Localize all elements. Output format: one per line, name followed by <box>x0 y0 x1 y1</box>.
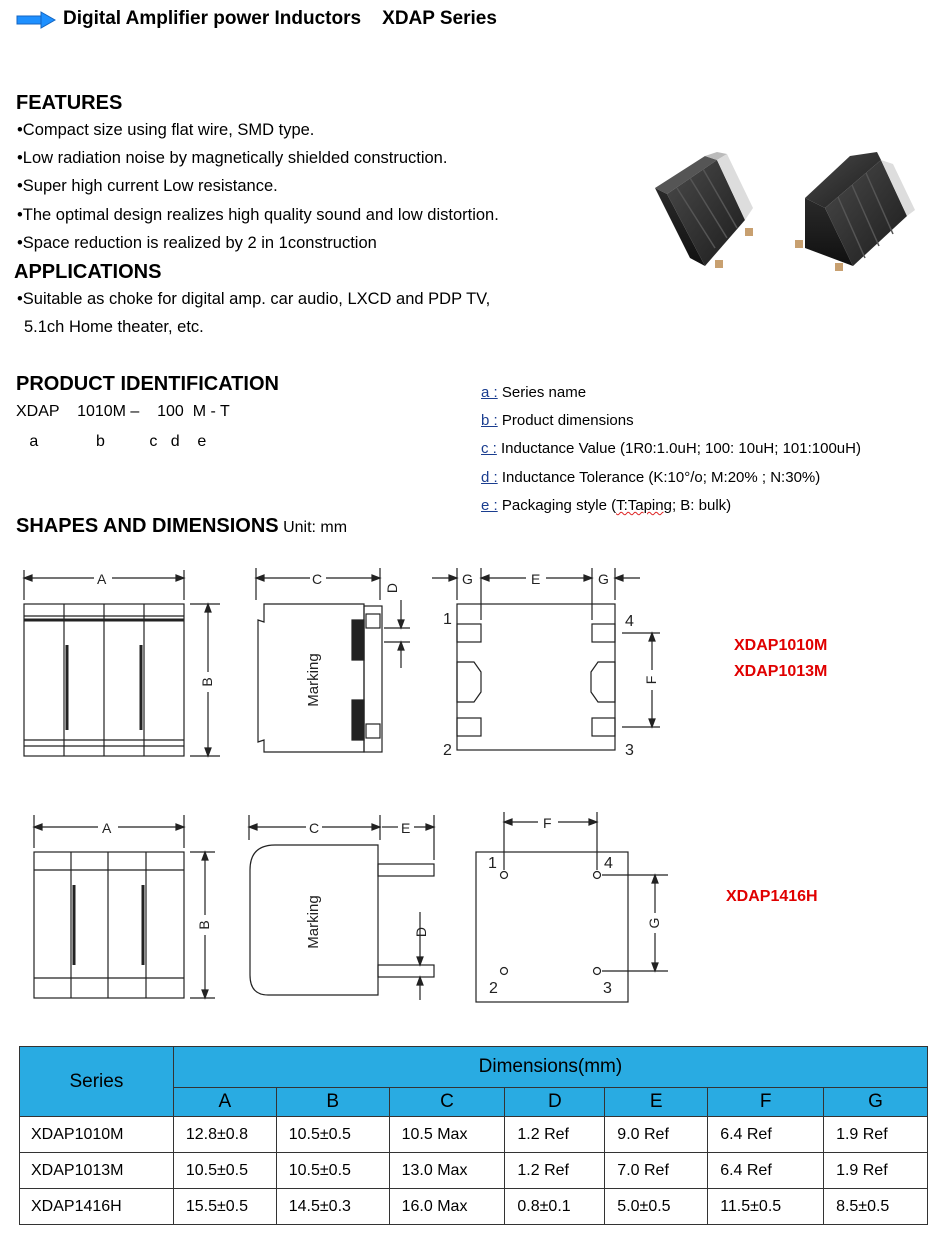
dimension-cell: 12.8±0.8 <box>173 1117 276 1153</box>
marking-label: Marking <box>305 653 322 707</box>
dim-label-e: E <box>531 571 541 587</box>
dim-label-c: C <box>309 820 320 836</box>
dimension-cell: 15.5±0.5 <box>173 1189 276 1225</box>
dim-label-g: G <box>462 571 473 587</box>
column-header-f: F <box>708 1088 824 1117</box>
series-header: Series <box>20 1047 174 1117</box>
dimension-cell: 5.0±0.5 <box>605 1189 708 1225</box>
dim-label-f: F <box>643 675 659 685</box>
dimension-cell: 9.0 Ref <box>605 1117 708 1153</box>
features-heading: FEATURES <box>16 92 123 114</box>
pin-label: 1 <box>443 611 452 628</box>
dim-label-g: G <box>598 571 609 587</box>
feature-item: •Compact size using flat wire, SMD type. <box>17 121 315 139</box>
dimension-cell: 10.5±0.5 <box>173 1153 276 1189</box>
feature-item: •The optimal design realizes high quality sound and low distortion. <box>17 206 499 224</box>
arrow-right-icon <box>16 11 56 29</box>
column-header-a: A <box>173 1088 276 1117</box>
inductor-right <box>795 152 915 271</box>
page-title: Digital Amplifier power Inductors XDAP Series <box>63 8 497 29</box>
dimension-cell: 16.0 Max <box>389 1189 505 1225</box>
dimension-cell: 1.9 Ref <box>824 1153 928 1189</box>
marking-label: Marking <box>305 895 322 949</box>
pin-label: 2 <box>489 980 498 997</box>
pin-label: 3 <box>603 980 612 997</box>
dimension-cell: 1.2 Ref <box>505 1117 605 1153</box>
series-cell: XDAP1013M <box>20 1153 174 1189</box>
dimension-cell: 1.2 Ref <box>505 1153 605 1189</box>
column-header-b: B <box>276 1088 389 1117</box>
dimensions-table <box>19 1046 928 1225</box>
series-cell: XDAP1010M <box>20 1117 174 1153</box>
column-header-e: E <box>605 1088 708 1117</box>
dimension-cell: 13.0 Max <box>389 1153 505 1189</box>
dimension-cell: 8.5±0.5 <box>824 1189 928 1225</box>
model-label: XDAP1013M <box>734 663 828 680</box>
dimensions-header: Dimensions(mm) <box>173 1047 927 1088</box>
application-item: •Suitable as choke for digital amp. car audio, LXCD and PDP TV, <box>17 290 491 308</box>
dim-label-a: A <box>102 820 112 836</box>
dimension-cell: 14.5±0.3 <box>276 1189 389 1225</box>
dim-label-b: B <box>196 920 212 930</box>
pin-label: 3 <box>625 742 634 759</box>
shapes-heading: SHAPES AND DIMENSIONS Unit: mm <box>16 515 348 537</box>
table-row <box>20 1189 928 1225</box>
table-row <box>20 1153 928 1189</box>
applications-heading: APPLICATIONS <box>14 261 162 283</box>
dimension-cell: 1.9 Ref <box>824 1117 928 1153</box>
identification-heading: PRODUCT IDENTIFICATION <box>16 373 279 395</box>
dim-label-d: D <box>413 926 429 938</box>
part-number-letters: a b c d e <box>16 433 207 450</box>
dim-label-b: B <box>199 677 215 687</box>
pin-label: 2 <box>443 742 452 759</box>
pin-label: 4 <box>625 613 634 630</box>
dim-label-e: E <box>401 820 411 836</box>
drawing-xdap1416h <box>0 805 700 1015</box>
dimension-cell: 7.0 Ref <box>605 1153 708 1189</box>
dimension-cell: 10.5±0.5 <box>276 1153 389 1189</box>
column-header-c: C <box>389 1088 505 1117</box>
model-label: XDAP1010M <box>734 637 828 654</box>
dim-label-f: F <box>543 815 552 831</box>
legend-item-a: a : Series name <box>481 384 587 401</box>
model-label: XDAP1416H <box>726 888 818 905</box>
inductor-left <box>655 152 753 268</box>
drawing-xdap1010m <box>0 560 700 770</box>
part-number-code: XDAP 1010M – 100 M - T <box>16 403 230 420</box>
column-header-g: G <box>824 1088 928 1117</box>
legend-item-d: d : Inductance Tolerance (K:10°/o; M:20% ; N:30%) <box>481 469 821 486</box>
dim-label-d: D <box>384 582 400 594</box>
legend-item-e: e : Packaging style (T:Taping; B: bulk) <box>481 497 732 514</box>
pin-label: 4 <box>604 855 613 872</box>
dimension-cell: 6.4 Ref <box>708 1117 824 1153</box>
legend-item-b: b : Product dimensions <box>481 412 634 429</box>
dim-label-c: C <box>312 571 323 587</box>
feature-item: •Low radiation noise by magnetically shielded construction. <box>17 149 448 167</box>
inductor-photo <box>645 148 925 278</box>
dimension-cell: 10.5±0.5 <box>276 1117 389 1153</box>
feature-item: •Space reduction is realized by 2 in 1construction <box>17 234 377 252</box>
column-header-d: D <box>505 1088 605 1117</box>
pin-label: 1 <box>488 855 497 872</box>
legend-item-c: c : Inductance Value (1R0:1.0uH; 100: 10uH; 101:100uH) <box>481 440 861 457</box>
feature-item: •Super high current Low resistance. <box>17 177 278 195</box>
dim-label-a: A <box>97 571 107 587</box>
series-cell: XDAP1416H <box>20 1189 174 1225</box>
dimension-cell: 6.4 Ref <box>708 1153 824 1189</box>
dimension-cell: 10.5 Max <box>389 1117 505 1153</box>
dimension-cell: 11.5±0.5 <box>708 1189 824 1225</box>
dimension-cell: 0.8±0.1 <box>505 1189 605 1225</box>
application-item: 5.1ch Home theater, etc. <box>24 318 204 336</box>
table-row <box>20 1117 928 1153</box>
dim-label-g: G <box>646 917 662 929</box>
